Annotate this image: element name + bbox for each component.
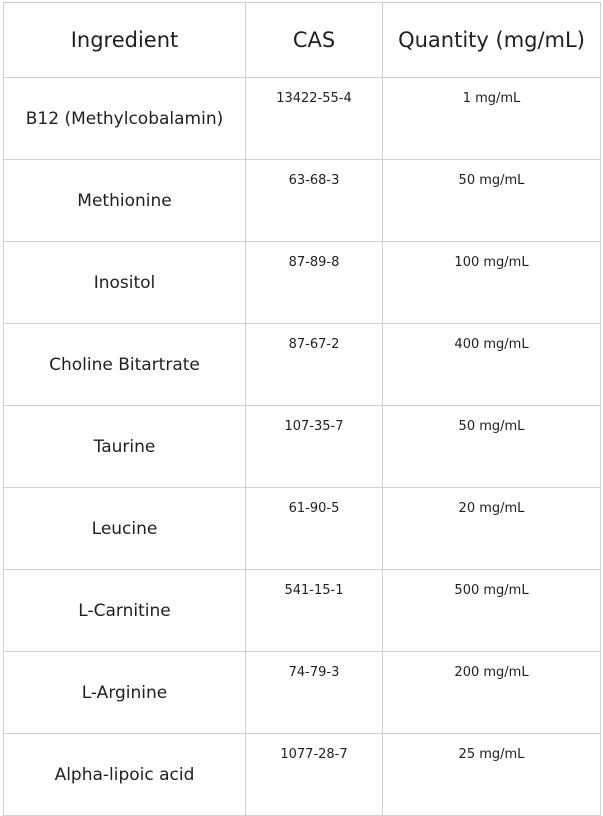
ingredient-cell: L-Carnitine (4, 570, 246, 652)
cas-cell: 1077-28-7 (246, 734, 383, 816)
header-quantity: Quantity (mg/mL) (383, 3, 601, 78)
table-row (4, 652, 601, 734)
ingredient-cell: L-Arginine (4, 652, 246, 734)
table-row (4, 78, 601, 160)
cas-cell: 74-79-3 (246, 652, 383, 734)
cas-cell: 13422-55-4 (246, 78, 383, 160)
cas-cell: 87-67-2 (246, 324, 383, 406)
quantity-cell: 400 mg/mL (383, 324, 601, 406)
table-row (4, 488, 601, 570)
ingredient-cell: Leucine (4, 488, 246, 570)
table-row (4, 734, 601, 816)
quantity-cell: 50 mg/mL (383, 406, 601, 488)
quantity-cell: 500 mg/mL (383, 570, 601, 652)
table-body (4, 78, 601, 816)
header-ingredient: Ingredient (4, 3, 246, 78)
quantity-cell: 25 mg/mL (383, 734, 601, 816)
table-header (4, 3, 601, 78)
quantity-cell: 200 mg/mL (383, 652, 601, 734)
quantity-cell: 100 mg/mL (383, 242, 601, 324)
table-row (4, 242, 601, 324)
ingredient-cell: Taurine (4, 406, 246, 488)
quantity-cell: 50 mg/mL (383, 160, 601, 242)
cas-cell: 61-90-5 (246, 488, 383, 570)
ingredient-cell: Inositol (4, 242, 246, 324)
table-row (4, 570, 601, 652)
ingredient-cell: Choline Bitartrate (4, 324, 246, 406)
header-cas: CAS (246, 3, 383, 78)
ingredient-cell: Alpha-lipoic acid (4, 734, 246, 816)
cas-cell: 107-35-7 (246, 406, 383, 488)
quantity-cell: 1 mg/mL (383, 78, 601, 160)
header-row (4, 3, 601, 78)
ingredient-cell: B12 (Methylcobalamin) (4, 78, 246, 160)
table-row (4, 406, 601, 488)
cas-cell: 541-15-1 (246, 570, 383, 652)
ingredients-table (3, 2, 601, 816)
cas-cell: 87-89-8 (246, 242, 383, 324)
cas-cell: 63-68-3 (246, 160, 383, 242)
quantity-cell: 20 mg/mL (383, 488, 601, 570)
ingredient-cell: Methionine (4, 160, 246, 242)
table-row (4, 324, 601, 406)
table-row (4, 160, 601, 242)
